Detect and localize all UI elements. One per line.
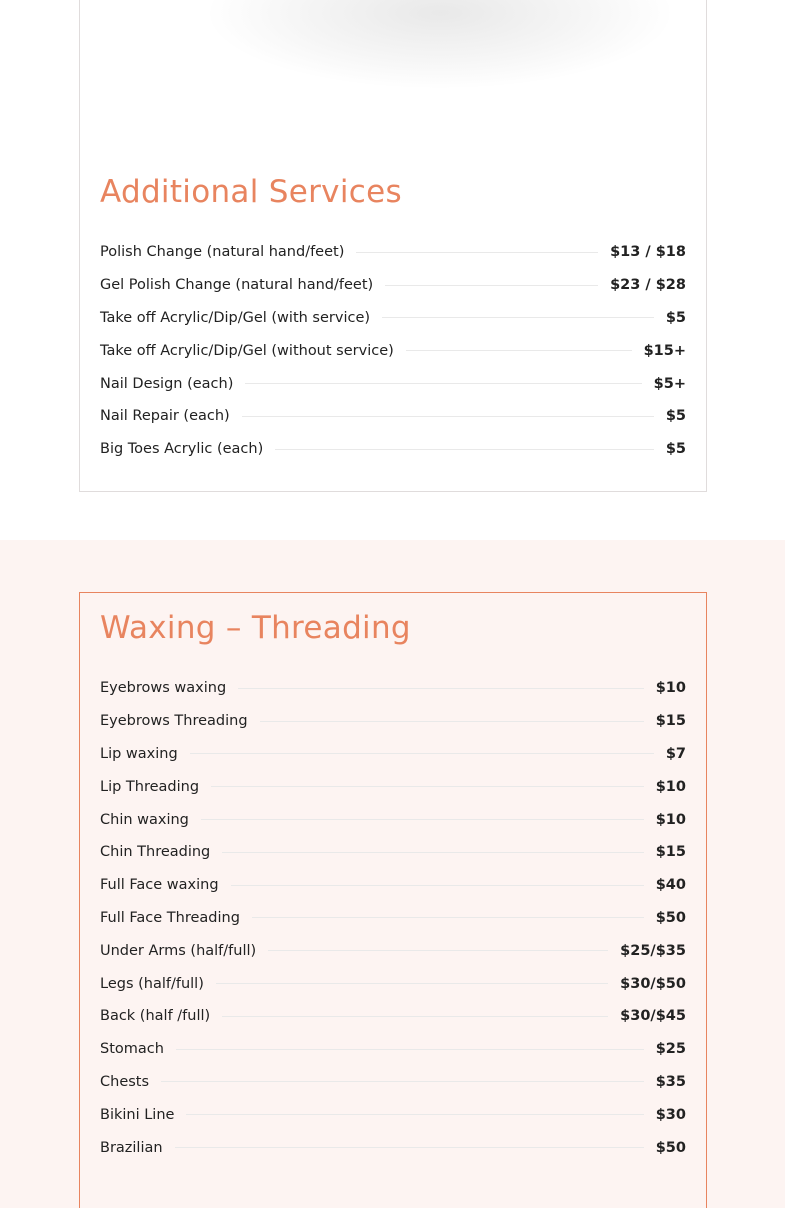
dotted-leader (216, 983, 608, 984)
waxing-threading-title: Waxing – Threading (100, 610, 411, 646)
dotted-leader (275, 449, 654, 450)
service-price: $10 (655, 778, 686, 795)
service-price: $50 (655, 909, 686, 926)
dotted-leader (176, 1049, 644, 1050)
service-price: $10 (655, 680, 686, 697)
dotted-leader (245, 383, 641, 384)
service-name: Big Toes Acrylic (each) (100, 441, 264, 458)
service-name: Under Arms (half/full) (100, 942, 257, 959)
price-row (100, 400, 686, 433)
dotted-leader (190, 753, 654, 754)
service-price: $30 (655, 1106, 686, 1123)
dotted-leader (222, 1016, 608, 1017)
price-row (100, 1033, 686, 1066)
price-row (100, 236, 686, 269)
service-price: $10 (655, 811, 686, 828)
price-row (100, 967, 686, 1000)
service-name: Full Face waxing (100, 877, 219, 894)
service-name: Take off Acrylic/Dip/Gel (with service) (100, 309, 371, 326)
service-price: $25/$35 (620, 942, 686, 959)
service-price: $50 (655, 1139, 686, 1156)
service-price: $5 (665, 408, 686, 425)
service-name: Nail Repair (each) (100, 408, 230, 425)
service-price: $35 (655, 1073, 686, 1090)
dotted-leader (238, 688, 644, 689)
price-row (100, 1098, 686, 1131)
waxing-threading-list (100, 672, 686, 1164)
service-name: Eyebrows Threading (100, 713, 248, 730)
service-name: Eyebrows waxing (100, 680, 227, 697)
service-price: $25 (655, 1041, 686, 1058)
service-price: $15 (655, 713, 686, 730)
price-row (100, 1066, 686, 1099)
service-name: Brazilian (100, 1139, 163, 1156)
dotted-leader (260, 721, 644, 722)
service-name: Take off Acrylic/Dip/Gel (without service) (100, 342, 394, 359)
dotted-leader (231, 885, 644, 886)
dotted-leader (382, 317, 654, 318)
service-price: $30/$50 (620, 975, 686, 992)
price-row (100, 302, 686, 335)
price-row (100, 934, 686, 967)
service-price: $5 (665, 309, 686, 326)
price-row (100, 705, 686, 738)
additional-services-list (100, 236, 686, 466)
price-row (100, 738, 686, 771)
service-name: Bikini Line (100, 1106, 175, 1123)
dotted-leader (222, 852, 643, 853)
service-name: Full Face Threading (100, 909, 240, 926)
price-row (100, 803, 686, 836)
dotted-leader (201, 819, 644, 820)
service-name: Nail Design (each) (100, 375, 234, 392)
service-name: Chests (100, 1073, 150, 1090)
dotted-leader (385, 285, 598, 286)
dotted-leader (356, 252, 598, 253)
service-price: $5 (665, 441, 686, 458)
additional-services-title: Additional Services (100, 174, 402, 210)
price-row (100, 836, 686, 869)
service-price: $40 (655, 877, 686, 894)
service-name: Gel Polish Change (natural hand/feet) (100, 277, 374, 294)
service-name: Polish Change (natural hand/feet) (100, 244, 345, 261)
service-name: Legs (half/full) (100, 975, 204, 992)
image-shadow (210, 0, 670, 88)
service-price: $23 / $28 (610, 277, 686, 294)
service-name: Lip waxing (100, 745, 178, 762)
price-row (100, 334, 686, 367)
price-row (100, 367, 686, 400)
service-price: $15 (655, 844, 686, 861)
service-name: Back (half /full) (100, 1008, 211, 1025)
service-name: Chin waxing (100, 811, 189, 828)
service-name: Stomach (100, 1041, 164, 1058)
service-name: Lip Threading (100, 778, 200, 795)
service-price: $13 / $18 (610, 244, 686, 261)
price-row (100, 433, 686, 466)
service-price: $5+ (653, 375, 686, 392)
service-price: $30/$45 (620, 1008, 686, 1025)
price-row (100, 1000, 686, 1033)
service-price: $7 (665, 745, 686, 762)
dotted-leader (161, 1081, 644, 1082)
price-row (100, 269, 686, 302)
price-row (100, 869, 686, 902)
price-row (100, 672, 686, 705)
price-row (100, 1131, 686, 1164)
dotted-leader (406, 350, 632, 351)
price-row (100, 902, 686, 935)
dotted-leader (186, 1114, 643, 1115)
service-name: Chin Threading (100, 844, 211, 861)
price-row (100, 770, 686, 803)
dotted-leader (242, 416, 654, 417)
dotted-leader (175, 1147, 644, 1148)
dotted-leader (211, 786, 644, 787)
dotted-leader (268, 950, 608, 951)
service-price: $15+ (643, 342, 686, 359)
dotted-leader (252, 917, 644, 918)
